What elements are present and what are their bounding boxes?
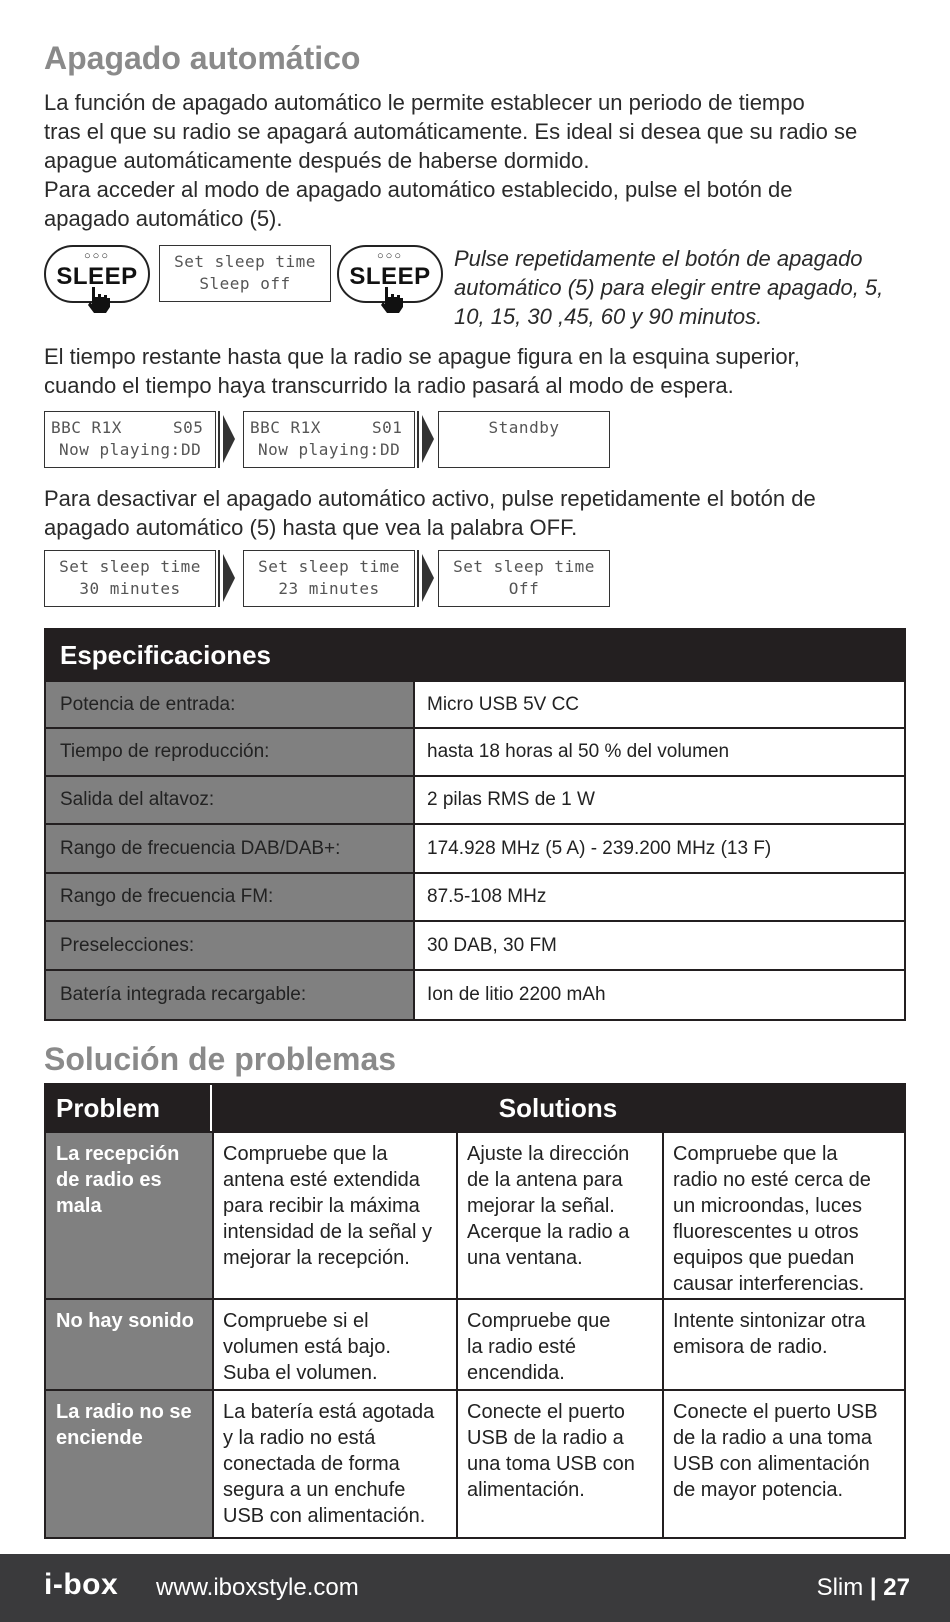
text-line: Compruebe si el — [223, 1310, 369, 1332]
specifications-title: Especificaciones — [46, 628, 904, 682]
solution-cell — [662, 1300, 904, 1389]
display-line: Now playing: — [258, 440, 380, 459]
countdown-display — [44, 411, 216, 468]
text-line: Pulse repetidamente el botón de apagado — [454, 246, 863, 271]
sleep-button-icon — [44, 245, 150, 303]
display-line: 30 minutes — [79, 579, 181, 598]
header-problem: Problem — [46, 1085, 212, 1131]
sleep-button-icon — [337, 245, 443, 303]
display-line: 23 minutes — [278, 579, 380, 598]
table-row — [46, 971, 904, 1021]
text-line: Compruebe que la — [673, 1143, 838, 1165]
specifications-table — [44, 628, 906, 1021]
table-row — [46, 1389, 904, 1537]
text-line: antena esté extendida — [223, 1169, 420, 1191]
text-line: un microondas, luces — [673, 1195, 862, 1217]
spec-label: Rango de frecuencia DAB/DAB+: — [46, 825, 415, 872]
text-line: La batería está agotada — [223, 1401, 435, 1423]
spec-value: 2 pilas RMS de 1 W — [427, 789, 595, 810]
text-line: cuando el tiempo haya transcurrido la radio pasará al modo de espera. — [44, 373, 734, 398]
table-row — [46, 874, 904, 922]
header-solutions: Solutions — [498, 1093, 618, 1123]
text-line: USB con alimentación. — [223, 1505, 426, 1527]
text-line: causar interferencias. — [673, 1273, 865, 1295]
spec-label: Batería integrada recargable: — [46, 971, 415, 1019]
text-line: encendida. — [467, 1362, 565, 1384]
text-line: Intente sintonizar otra — [673, 1310, 866, 1332]
spec-label: Preselecciones: — [46, 922, 415, 969]
page-num: 27 — [883, 1574, 910, 1601]
text-line: El tiempo restante hasta que la radio se apague figura en la esquina superior, — [44, 344, 800, 369]
text-line: Suba el volumen. — [223, 1362, 378, 1384]
separator: | — [869, 1574, 877, 1601]
hand-press-icon — [84, 285, 116, 315]
section-title-auto-off: Apagado automático — [44, 40, 361, 76]
text-line: automático (5) para elegir entre apagado, 5, — [454, 275, 884, 300]
problem-cell — [46, 1133, 212, 1298]
hand-press-icon — [377, 285, 409, 315]
spec-value: hasta 18 horas al 50 % del volumen — [427, 741, 730, 762]
sleep-time-display — [44, 550, 216, 607]
sleep-timer-readout: S01 — [372, 418, 403, 437]
text-line: Ajuste la dirección — [467, 1143, 630, 1165]
arrow-right-icon — [223, 554, 235, 602]
sleep-off-display — [159, 245, 331, 302]
table-row — [46, 777, 904, 825]
text-line: apagado automático (5). — [44, 206, 283, 231]
divider — [218, 550, 220, 607]
solution-cell — [662, 1391, 904, 1537]
table-row — [46, 729, 904, 777]
solution-cell — [662, 1133, 904, 1298]
arrow-right-icon — [422, 554, 434, 602]
table-header — [46, 1085, 904, 1131]
solution-cell — [456, 1133, 662, 1298]
text-line: La recepción — [56, 1143, 180, 1165]
display-line: DD — [181, 440, 202, 459]
sleep-button-label: SLEEP — [56, 263, 138, 290]
text-line: intensidad de la señal y — [223, 1221, 433, 1243]
sleep-button-label: SLEEP — [349, 263, 431, 290]
display-line: Set sleep time — [174, 252, 316, 271]
text-line: Compruebe que la — [223, 1143, 388, 1165]
sleep-time-display — [243, 550, 415, 607]
table-row — [46, 682, 904, 729]
deactivate-paragraph — [44, 484, 914, 542]
spec-value: Ion de litio 2200 mAh — [427, 984, 606, 1005]
text-line: segura a un enchufe — [223, 1479, 406, 1501]
table-row — [46, 825, 904, 874]
solution-cell — [212, 1300, 456, 1389]
text-line: para recibir la máxima — [223, 1195, 420, 1217]
text-line: de mayor potencia. — [673, 1479, 844, 1501]
solution-cell — [212, 1391, 456, 1537]
text-line: No hay sonido — [56, 1310, 194, 1332]
display-line: BBC R1X — [250, 418, 321, 437]
text-line: una ventana. — [467, 1247, 583, 1269]
dots-icon: ○○○ — [84, 250, 110, 262]
text-line: La función de apagado automático le permite establecer un periodo de tiempo — [44, 90, 805, 115]
sleep-note — [454, 244, 914, 331]
intro-paragraph — [44, 88, 914, 233]
page-number — [817, 1574, 910, 1602]
table-row — [46, 922, 904, 971]
model-name: Slim — [816, 1574, 864, 1601]
text-line: de la antena para — [467, 1169, 623, 1191]
text-line: La radio no se — [56, 1401, 192, 1423]
text-line: emisora de radio. — [673, 1336, 828, 1358]
text-line: mala — [56, 1195, 102, 1217]
dots-icon: ○○○ — [377, 250, 403, 262]
sleep-timer-readout: S05 — [173, 418, 204, 437]
text-line: y la radio no está — [223, 1427, 376, 1449]
display-line: Off — [508, 579, 540, 598]
countdown-display — [243, 411, 415, 468]
text-line: enciende — [56, 1427, 143, 1449]
display-line: Set sleep time — [59, 557, 201, 576]
text-line: de la radio a una toma — [673, 1427, 873, 1449]
spec-label: Potencia de entrada: — [46, 682, 415, 727]
spec-value: Micro USB 5V CC — [427, 693, 580, 715]
remaining-time-paragraph — [44, 342, 914, 400]
text-line: una toma USB con — [467, 1453, 635, 1475]
arrow-right-icon — [422, 415, 434, 463]
spec-value: 30 DAB, 30 FM — [427, 934, 557, 956]
text-line: mejorar la recepción. — [223, 1247, 410, 1269]
text-line: de radio es — [56, 1169, 162, 1191]
text-line: USB de la radio a — [467, 1427, 624, 1449]
text-line: Conecte el puerto — [467, 1401, 625, 1423]
text-line: volumen está bajo. — [223, 1336, 391, 1358]
spec-value: 174.928 MHz (5 A) - 239.200 MHz (13 F) — [427, 837, 772, 859]
text-line: USB con alimentación — [673, 1453, 870, 1475]
display-line: Set sleep time — [453, 557, 595, 576]
display-line: BBC R1X — [51, 418, 122, 437]
solution-cell — [456, 1391, 662, 1537]
section-title-troubleshooting: Solución de problemas — [44, 1041, 397, 1077]
text-line: alimentación. — [467, 1479, 585, 1501]
text-line: fluorescentes u otros — [673, 1221, 859, 1243]
text-line: mejorar la señal. — [467, 1195, 615, 1217]
text-line: Para acceder al modo de apagado automático establecido, pulse el botón de — [44, 177, 793, 202]
standby-display — [438, 411, 610, 468]
troubleshooting-table — [44, 1083, 906, 1539]
divider — [417, 411, 419, 468]
text-line: 10, 15, 30 ,45, 60 y 90 minutos. — [454, 304, 763, 329]
table-row — [46, 1131, 904, 1298]
display-line: Set sleep time — [258, 557, 400, 576]
solution-cell — [456, 1300, 662, 1389]
text-line: apague automáticamente después de haberse dormido. — [44, 148, 590, 173]
text-line: Acerque la radio a — [467, 1221, 630, 1243]
text-line: Conecte el puerto USB — [673, 1401, 878, 1423]
text-line: Para desactivar el apagado automático activo, pulse repetidamente el botón de — [44, 486, 816, 511]
text-line: tras el que su radio se apagará automáticamente. Es ideal si desea que su radio se — [44, 119, 858, 144]
text-line: equipos que puedan — [673, 1247, 855, 1269]
page-footer — [0, 1554, 950, 1622]
table-row — [46, 1298, 904, 1389]
text-line: Compruebe que — [467, 1310, 611, 1332]
display-line: DD — [380, 440, 401, 459]
sleep-time-display — [438, 550, 610, 607]
problem-cell — [46, 1391, 212, 1537]
website-link[interactable]: www.iboxstyle.com — [156, 1574, 359, 1601]
problem-cell — [46, 1300, 212, 1389]
spec-label: Rango de frecuencia FM: — [46, 874, 415, 920]
text-line: la radio esté — [467, 1336, 576, 1358]
spec-label: Tiempo de reproducción: — [46, 729, 415, 775]
text-line: conectada de forma — [223, 1453, 400, 1475]
display-line: Sleep off — [199, 274, 291, 293]
spec-value: 87.5-108 MHz — [427, 886, 547, 907]
text-line: radio no esté cerca de — [673, 1169, 871, 1191]
spec-label: Salida del altavoz: — [46, 777, 415, 823]
display-line: Standby — [488, 418, 560, 437]
text-line: apagado automático (5) hasta que vea la palabra OFF. — [44, 515, 578, 540]
brand-logo: i-box — [44, 1568, 119, 1601]
display-line: Now playing: — [59, 440, 181, 459]
divider — [417, 550, 419, 607]
divider — [218, 411, 220, 468]
arrow-right-icon — [223, 415, 235, 463]
solution-cell — [212, 1133, 456, 1298]
